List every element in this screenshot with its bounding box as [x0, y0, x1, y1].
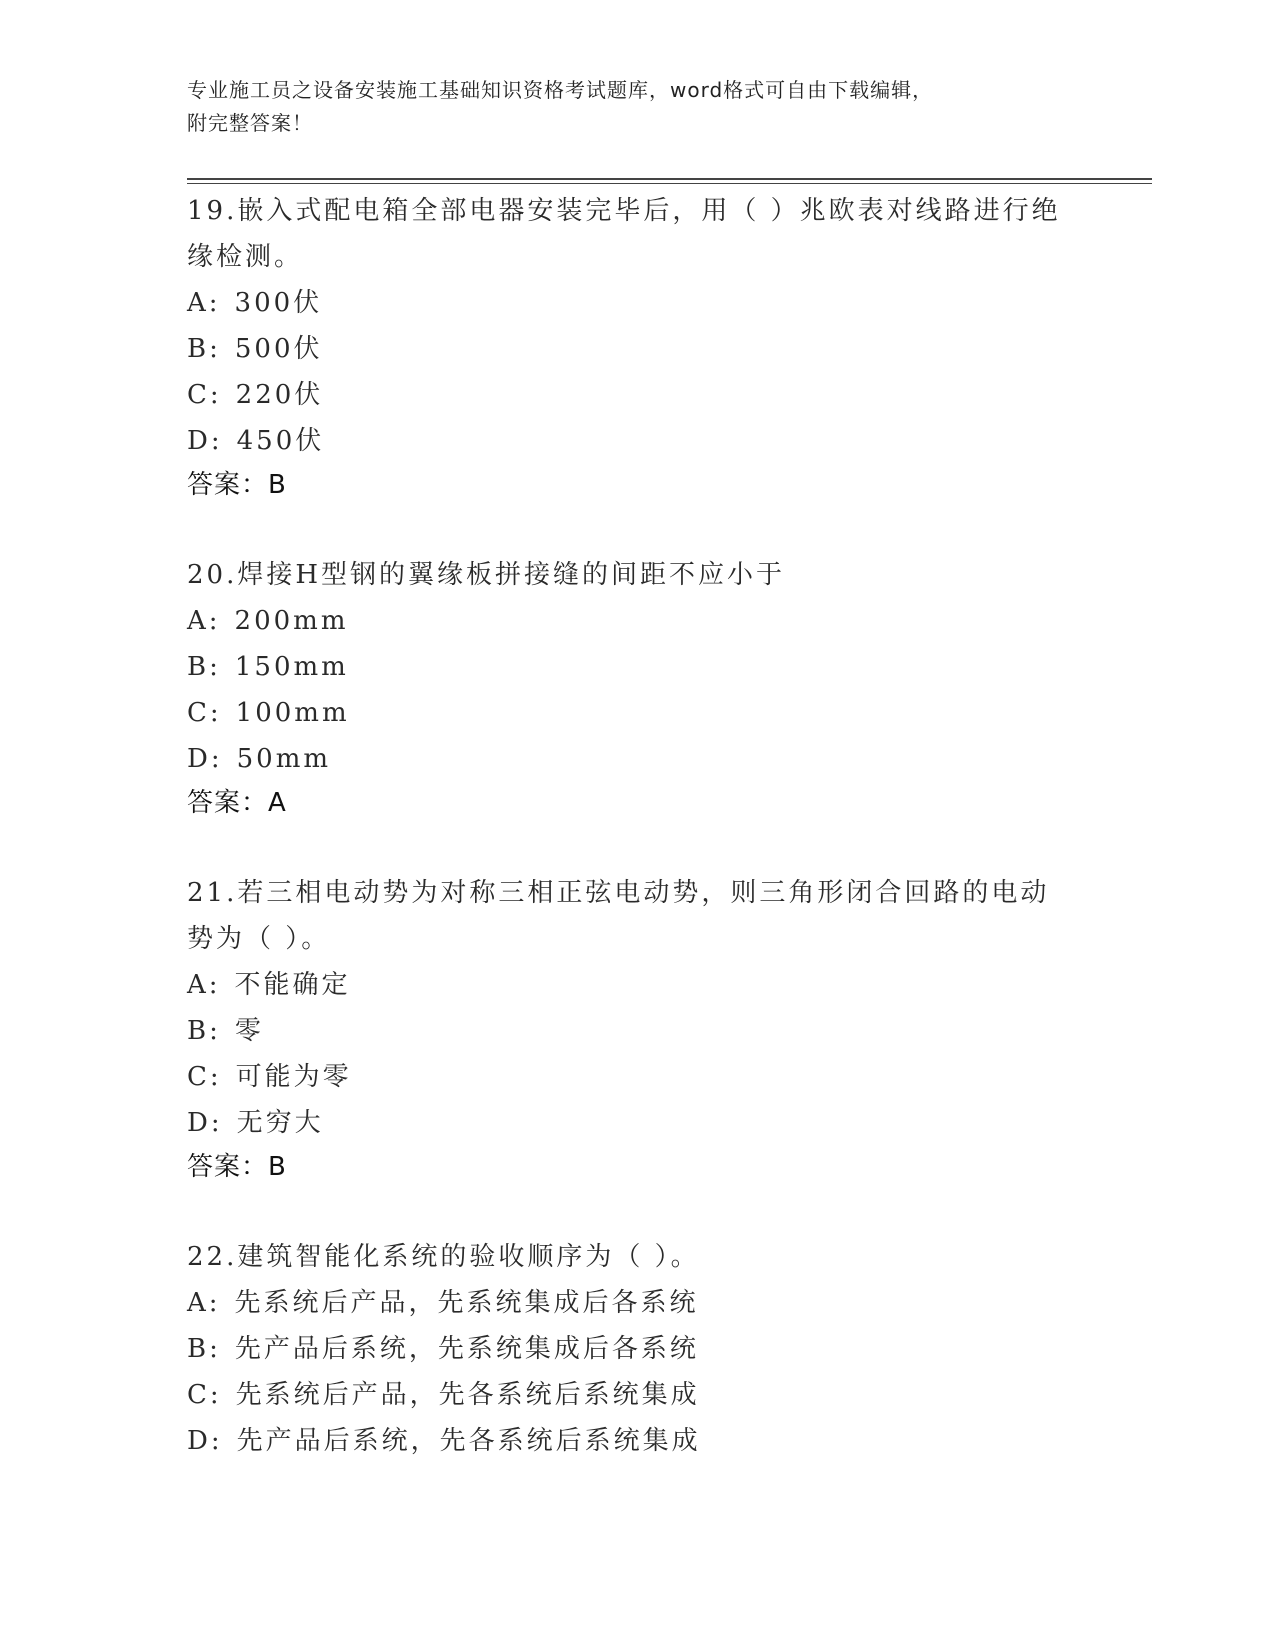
- option-separator: :: [208, 970, 221, 1000]
- option-b: [187, 644, 1087, 690]
- option-text: 200mm: [234, 606, 349, 636]
- option-key: C: [187, 1062, 210, 1092]
- option-d: [187, 418, 1087, 464]
- option-separator: :: [208, 1288, 221, 1318]
- option-key: C: [187, 698, 210, 728]
- option-separator: :: [209, 652, 221, 682]
- option-key: A: [187, 1288, 209, 1318]
- question-stem: 20.焊接H型钢的翼缘板拼接缝的间距不应小于: [187, 560, 786, 590]
- answer-label: 答案：: [187, 1152, 269, 1182]
- option-list: [187, 598, 1087, 782]
- option-separator: :: [209, 334, 221, 364]
- option-key: D: [187, 1426, 211, 1456]
- header-divider-thick: [187, 178, 1152, 180]
- option-key: D: [187, 1108, 211, 1138]
- option-c: [187, 1054, 1087, 1100]
- question-item: [187, 188, 1087, 506]
- answer-label: 答案：: [187, 470, 269, 500]
- option-b: [187, 326, 1087, 372]
- option-text: 无穷大: [236, 1108, 324, 1138]
- option-key: D: [187, 426, 211, 456]
- option-key: C: [187, 1380, 210, 1410]
- option-text: 300伏: [234, 288, 323, 318]
- option-text: 先系统后产品，先各系统后系统集成: [235, 1380, 700, 1410]
- option-b: [187, 1008, 1087, 1054]
- option-separator: :: [210, 1108, 223, 1138]
- document-header: [187, 74, 1067, 140]
- option-text: 可能为零: [235, 1062, 352, 1092]
- option-text: 先产品后系统，先系统集成后各系统: [234, 1334, 699, 1364]
- option-d: [187, 736, 1087, 782]
- option-text: 100mm: [235, 698, 350, 728]
- option-b: [187, 1326, 1087, 1372]
- question-item: [187, 1234, 1087, 1464]
- option-a: [187, 598, 1087, 644]
- option-key: A: [187, 606, 209, 636]
- option-list: [187, 962, 1087, 1146]
- answer-value: B: [268, 1152, 287, 1182]
- option-text: 先产品后系统，先各系统后系统集成: [236, 1426, 701, 1456]
- header-line-2: 附完整答案！: [187, 111, 313, 135]
- option-text: 500伏: [234, 334, 323, 364]
- header-line-1: 专业施工员之设备安装施工基础知识资格考试题库，word格式可自由下载编辑，: [187, 78, 934, 102]
- question-item: [187, 552, 1087, 824]
- option-text: 不能确定: [234, 970, 351, 1000]
- option-key: B: [187, 652, 210, 682]
- option-separator: :: [208, 288, 221, 318]
- option-separator: :: [210, 1426, 223, 1456]
- question-stem: 22.建筑智能化系统的验收顺序为（ ）。: [187, 1242, 700, 1272]
- option-key: D: [187, 744, 211, 774]
- option-key: A: [187, 288, 209, 318]
- question-stem: 21.若三相电动势为对称三相正弦电动势，则三角形闭合回路的电动势为（ ）。: [187, 878, 1050, 954]
- answer-label: 答案：: [187, 788, 269, 818]
- answer-value: A: [268, 788, 287, 818]
- option-a: [187, 1280, 1087, 1326]
- question-item: [187, 870, 1087, 1188]
- option-separator: :: [208, 606, 221, 636]
- option-list: [187, 1280, 1087, 1464]
- question-list: [187, 188, 1087, 1510]
- option-key: B: [187, 1016, 210, 1046]
- option-separator: :: [209, 1062, 222, 1092]
- option-key: B: [187, 334, 210, 364]
- option-key: A: [187, 970, 209, 1000]
- option-separator: :: [209, 1334, 221, 1364]
- option-c: [187, 372, 1087, 418]
- option-key: B: [187, 1334, 210, 1364]
- option-text: 先系统后产品，先系统集成后各系统: [234, 1288, 699, 1318]
- option-list: [187, 280, 1087, 464]
- option-c: [187, 690, 1087, 736]
- option-text: 零: [234, 1016, 264, 1046]
- option-separator: :: [210, 426, 223, 456]
- option-separator: :: [209, 1016, 221, 1046]
- option-key: C: [187, 380, 210, 410]
- answer-line: [187, 464, 1087, 506]
- header-divider-thin: [187, 183, 1152, 184]
- answer-line: [187, 782, 1087, 824]
- answer-value: B: [268, 470, 287, 500]
- option-separator: :: [209, 698, 222, 728]
- option-d: [187, 1100, 1087, 1146]
- answer-line: [187, 1146, 1087, 1188]
- option-a: [187, 962, 1087, 1008]
- option-text: 450伏: [236, 426, 325, 456]
- option-separator: :: [210, 744, 223, 774]
- option-separator: :: [209, 380, 222, 410]
- option-separator: :: [209, 1380, 222, 1410]
- option-d: [187, 1418, 1087, 1464]
- option-text: 220伏: [235, 380, 324, 410]
- question-stem: 19.嵌入式配电箱全部电器安装完毕后，用（ ）兆欧表对线路进行绝缘检测。: [187, 196, 1061, 272]
- option-a: [187, 280, 1087, 326]
- option-c: [187, 1372, 1087, 1418]
- option-text: 50mm: [236, 744, 332, 774]
- option-text: 150mm: [234, 652, 349, 682]
